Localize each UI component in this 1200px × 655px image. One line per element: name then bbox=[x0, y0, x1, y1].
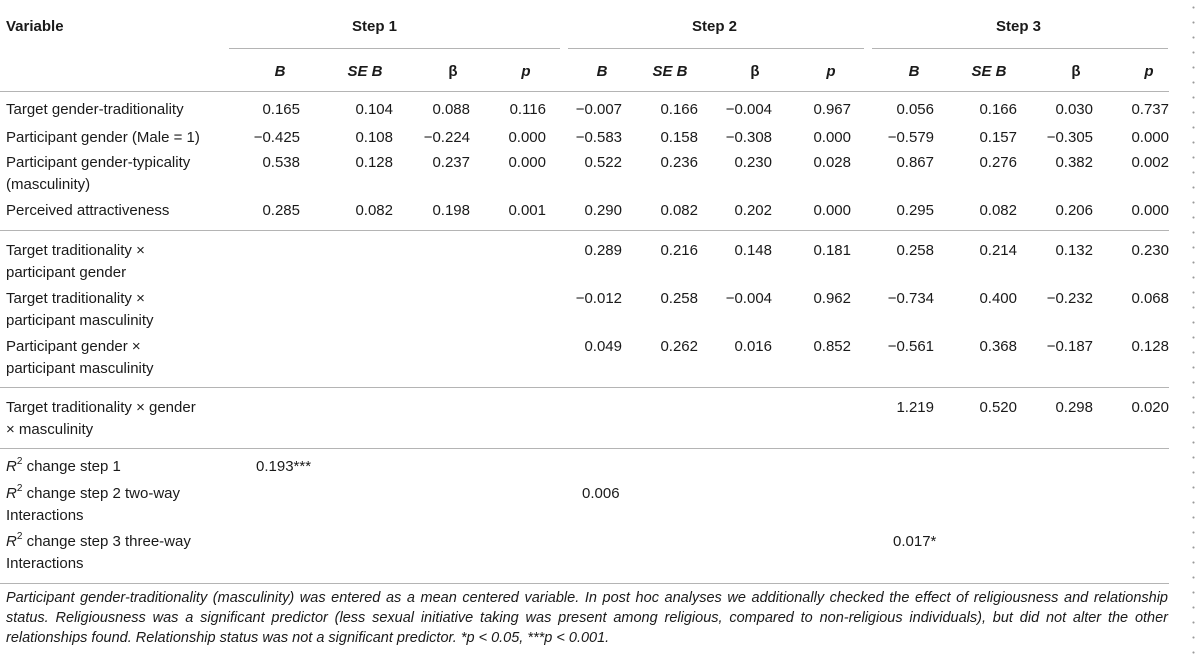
r2-row-3-label bbox=[6, 531, 191, 553]
row-3-step-3-se-b: 0.276 bbox=[979, 154, 1017, 171]
row-8-label: Target traditionality × gender bbox=[6, 399, 196, 416]
row-2-step-2-beta: −0.308 bbox=[725, 129, 772, 146]
row-6-step-3-b: −0.734 bbox=[887, 290, 934, 307]
row-7-step-3-p: 0.128 bbox=[1131, 338, 1169, 355]
header-variable: Variable bbox=[6, 18, 64, 35]
row-2-step-1-b: −0.425 bbox=[253, 129, 300, 146]
row-1-step-2-b: −0.007 bbox=[575, 101, 622, 118]
row-5-step-3-p: 0.230 bbox=[1131, 242, 1169, 259]
row-8-step-3-b: 1.219 bbox=[896, 399, 934, 416]
table-bottom-rule bbox=[0, 583, 1169, 584]
step-1-rule bbox=[229, 48, 560, 49]
row-4-step-2-beta: 0.202 bbox=[734, 202, 772, 219]
r2-text: change step 1 bbox=[22, 458, 121, 475]
row-3-label: Participant gender-typicality bbox=[6, 154, 191, 171]
row-3-step-3-p: 0.002 bbox=[1131, 154, 1169, 171]
row-7-step-3-b: −0.561 bbox=[887, 338, 934, 355]
row-1-step-2-se-b: 0.166 bbox=[660, 101, 698, 118]
row-4-step-3-p: 0.000 bbox=[1131, 202, 1169, 219]
subheader-step-3-b: B bbox=[908, 63, 920, 80]
row-5-step-2-beta: 0.148 bbox=[734, 242, 772, 259]
row-4-step-3-b: 0.295 bbox=[896, 202, 934, 219]
row-4-step-3-beta: 0.206 bbox=[1055, 202, 1093, 219]
row-6-step-2-p: 0.962 bbox=[813, 290, 851, 307]
row-4-label: Perceived attractiveness bbox=[6, 202, 170, 219]
r2-text: change step 3 three-way bbox=[22, 533, 191, 550]
row-3-label-line2: (masculinity) bbox=[6, 176, 91, 193]
subheader-step-2-b: B bbox=[596, 63, 608, 80]
row-6-label: Target traditionality × bbox=[6, 290, 145, 307]
row-5-label-line2: participant gender bbox=[6, 264, 127, 281]
row-7-step-3-beta: −0.187 bbox=[1046, 338, 1093, 355]
row-4-step-1-beta: 0.198 bbox=[432, 202, 470, 219]
row-4-step-2-p: 0.000 bbox=[813, 202, 851, 219]
row-7-step-2-b: 0.049 bbox=[584, 338, 622, 355]
row-1-step-3-se-b: 0.166 bbox=[979, 101, 1017, 118]
header-step-2: Step 2 bbox=[692, 18, 738, 35]
r2-row-3-label-line2: Interactions bbox=[6, 555, 84, 572]
subheader-step-3-se-b: SE B bbox=[971, 63, 1007, 80]
row-2-step-2-p: 0.000 bbox=[813, 129, 851, 146]
row-1-step-2-beta: −0.004 bbox=[725, 101, 772, 118]
group-2-rule bbox=[0, 387, 1169, 388]
r2-row-1-value: 0.193*** bbox=[256, 458, 312, 475]
row-1-step-3-p: 0.737 bbox=[1131, 101, 1169, 118]
row-5-step-3-beta: 0.132 bbox=[1055, 242, 1093, 259]
row-3-step-3-beta: 0.382 bbox=[1055, 154, 1093, 171]
row-1-step-1-p: 0.116 bbox=[509, 101, 546, 118]
row-8-step-3-beta: 0.298 bbox=[1055, 399, 1093, 416]
subheader-step-1-b: B bbox=[274, 63, 286, 80]
subheader-step-1-se-b: SE B bbox=[347, 63, 383, 80]
row-2-label: Participant gender (Male = 1) bbox=[6, 129, 200, 146]
row-2-step-3-p: 0.000 bbox=[1131, 129, 1169, 146]
row-4-step-1-se-b: 0.082 bbox=[355, 202, 393, 219]
row-6-step-2-se-b: 0.258 bbox=[660, 290, 698, 307]
row-7-label-line2: participant masculinity bbox=[6, 360, 154, 377]
row-7-step-2-se-b: 0.262 bbox=[660, 338, 698, 355]
row-2-step-3-se-b: 0.157 bbox=[979, 129, 1017, 146]
subheader-step-2-beta: β bbox=[750, 63, 760, 80]
subheader-step-1-p: p bbox=[521, 63, 531, 80]
table-footnote: Participant gender-traditionality (masculinity) was entered as a mean centered variable. In post hoc analyses we additionally checked the effect of religiousness and relationship status. Religiousness was a significant predictor (less sexual initiative taking was present among religious, compared to non-religious individuals), but did not alter the other relationships found. Relationship status was not a significant predictor. *p < 0.05, ***p < 0.001. bbox=[6, 590, 1168, 646]
row-4-step-1-b: 0.285 bbox=[262, 202, 300, 219]
row-4-step-2-b: 0.290 bbox=[584, 202, 622, 219]
row-5-label: Target traditionality × bbox=[6, 242, 145, 259]
page-edge-dots bbox=[1192, 0, 1195, 655]
subheader-step-2-se-b: SE B bbox=[652, 63, 688, 80]
r2-row-2-value: 0.006 bbox=[582, 485, 620, 502]
row-6-step-3-se-b: 0.400 bbox=[979, 290, 1017, 307]
row-2-step-1-se-b: 0.108 bbox=[355, 129, 393, 146]
row-1-step-3-b: 0.056 bbox=[896, 101, 934, 118]
row-1-step-3-beta: 0.030 bbox=[1055, 101, 1093, 118]
row-8-label-line2: × masculinity bbox=[6, 421, 94, 438]
header-step-3: Step 3 bbox=[996, 18, 1042, 35]
r2-superscript: 2 bbox=[16, 531, 23, 542]
r2-row-2-label bbox=[6, 483, 180, 505]
row-3-step-1-b: 0.538 bbox=[262, 154, 300, 171]
row-3-step-2-se-b: 0.236 bbox=[660, 154, 698, 171]
subheader-step-3-p: p bbox=[1144, 63, 1154, 80]
r2-row-3-value: 0.017* bbox=[893, 533, 937, 550]
row-2-step-2-b: −0.583 bbox=[575, 129, 622, 146]
row-3-step-2-p: 0.028 bbox=[813, 154, 851, 171]
row-2-step-3-beta: −0.305 bbox=[1046, 129, 1093, 146]
row-6-step-2-beta: −0.004 bbox=[725, 290, 772, 307]
row-7-step-2-beta: 0.016 bbox=[734, 338, 772, 355]
row-1-label: Target gender-traditionality bbox=[6, 101, 184, 118]
row-3-step-2-beta: 0.230 bbox=[734, 154, 772, 171]
r2-symbol: R bbox=[6, 458, 17, 475]
row-5-step-2-se-b: 0.216 bbox=[660, 242, 698, 259]
row-7-step-2-p: 0.852 bbox=[813, 338, 851, 355]
header-step-1: Step 1 bbox=[352, 18, 398, 35]
row-6-step-2-b: −0.012 bbox=[575, 290, 622, 307]
step-2-rule bbox=[568, 48, 864, 49]
row-3-step-1-beta: 0.237 bbox=[432, 154, 470, 171]
row-5-step-2-b: 0.289 bbox=[584, 242, 622, 259]
row-3-step-1-se-b: 0.128 bbox=[355, 154, 393, 171]
row-1-step-1-b: 0.165 bbox=[262, 101, 300, 118]
row-8-step-3-p: 0.020 bbox=[1131, 399, 1169, 416]
r2-superscript: 2 bbox=[16, 456, 23, 467]
row-4-step-2-se-b: 0.082 bbox=[660, 202, 698, 219]
row-5-step-2-p: 0.181 bbox=[813, 242, 851, 259]
row-1-step-1-se-b: 0.104 bbox=[355, 101, 393, 118]
r2-symbol: R bbox=[6, 533, 17, 550]
row-6-step-3-beta: −0.232 bbox=[1046, 290, 1093, 307]
r2-symbol: R bbox=[6, 485, 17, 502]
row-1-step-1-beta: 0.088 bbox=[432, 101, 470, 118]
subheader-step-2-p: p bbox=[826, 63, 836, 80]
row-7-label: Participant gender × bbox=[6, 338, 141, 355]
group-3-rule bbox=[0, 448, 1169, 449]
row-2-step-1-p: 0.000 bbox=[508, 129, 546, 146]
row-3-step-3-b: 0.867 bbox=[896, 154, 934, 171]
row-3-step-1-p: 0.000 bbox=[508, 154, 546, 171]
row-4-step-1-p: 0.001 bbox=[508, 202, 546, 219]
row-5-step-3-se-b: 0.214 bbox=[979, 242, 1017, 259]
step-3-rule bbox=[872, 48, 1168, 49]
row-6-label-line2: participant masculinity bbox=[6, 312, 154, 329]
r2-superscript: 2 bbox=[16, 483, 23, 494]
row-7-step-3-se-b: 0.368 bbox=[979, 338, 1017, 355]
group-1-rule bbox=[0, 230, 1169, 231]
r2-row-1-label bbox=[6, 456, 121, 478]
row-5-step-3-b: 0.258 bbox=[896, 242, 934, 259]
row-8-step-3-se-b: 0.520 bbox=[979, 399, 1017, 416]
subheader-step-1-beta: β bbox=[448, 63, 458, 80]
row-2-step-3-b: −0.579 bbox=[887, 129, 934, 146]
r2-text: change step 2 two-way bbox=[22, 485, 180, 502]
row-6-step-3-p: 0.068 bbox=[1131, 290, 1169, 307]
row-2-step-1-beta: −0.224 bbox=[423, 129, 470, 146]
row-4-step-3-se-b: 0.082 bbox=[979, 202, 1017, 219]
row-1-step-2-p: 0.967 bbox=[813, 101, 851, 118]
r2-row-2-label-line2: Interactions bbox=[6, 507, 84, 524]
subheader-step-3-beta: β bbox=[1071, 63, 1081, 80]
header-bottom-rule bbox=[0, 91, 1169, 92]
row-2-step-2-se-b: 0.158 bbox=[660, 129, 698, 146]
row-3-step-2-b: 0.522 bbox=[584, 154, 622, 171]
